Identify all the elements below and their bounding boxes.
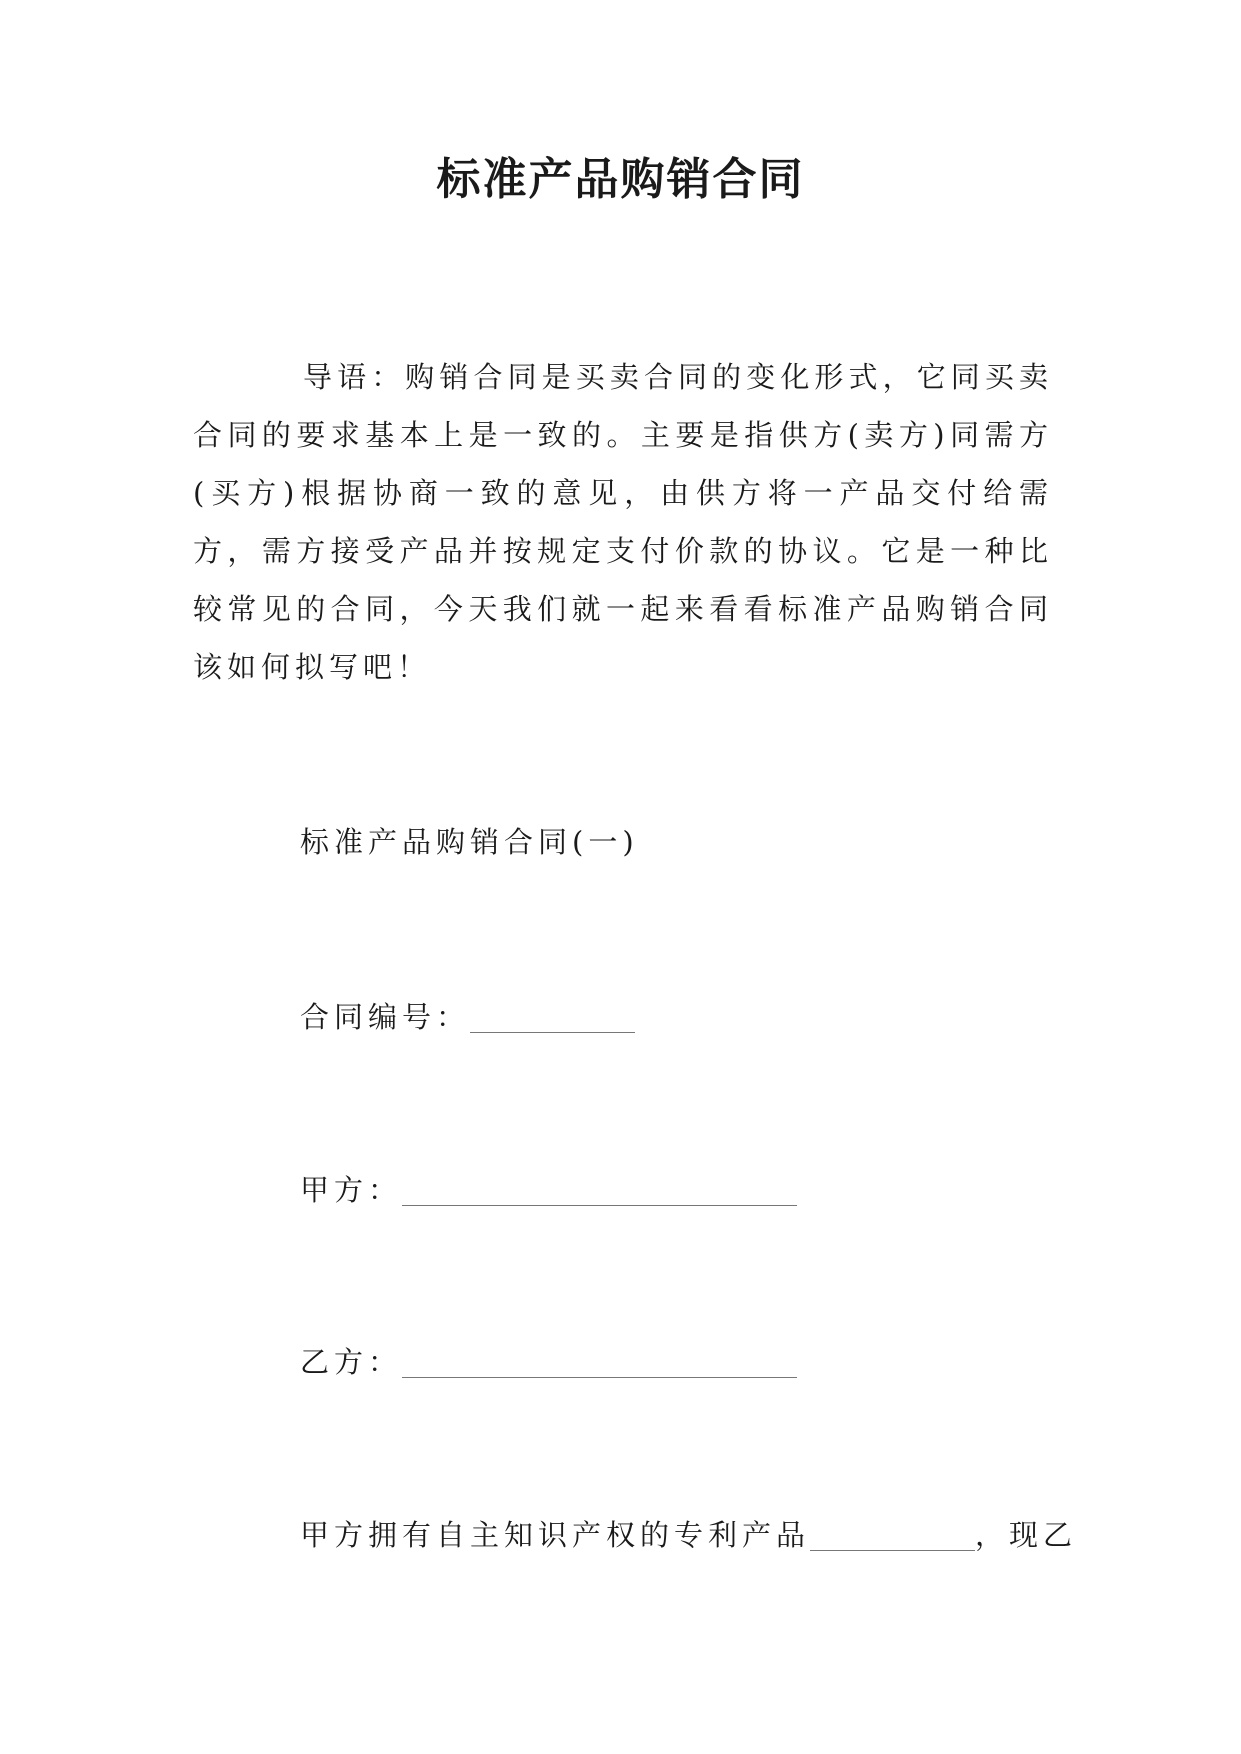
- section-heading: 标准产品购销合同(一): [300, 825, 639, 859]
- contract-number-label: 合同编号：: [300, 1000, 471, 1034]
- party-a-label: 甲方：: [300, 1173, 403, 1207]
- product-name-blank[interactable]: [810, 1520, 975, 1551]
- body-line: [300, 1513, 1077, 1557]
- body-line-start: 甲方拥有自主知识产权的专利产品: [300, 1518, 811, 1552]
- party-a-line: [300, 1168, 797, 1212]
- body-line-end: ，现乙: [975, 1518, 1078, 1552]
- contract-number-line: [300, 995, 635, 1039]
- intro-paragraph: 导语：购销合同是买卖合同的变化形式，它同买卖合同的要求基本上是一致的。主要是指供方(卖方)同需方(买方)根据协商一致的意见，由供方将一产品交付给需方，需方接受产品并按规定支付价款的协议。它是一种比较常见的合同，今天我们就一起来看看标准产品购销合同该如何拟写吧！: [193, 360, 1053, 684]
- party-b-blank[interactable]: [402, 1347, 797, 1378]
- contract-number-blank[interactable]: [470, 1002, 635, 1033]
- party-b-line: [300, 1340, 797, 1384]
- party-a-blank[interactable]: [402, 1175, 797, 1206]
- document-title: 标准产品购销合同: [436, 154, 805, 205]
- party-b-label: 乙方：: [300, 1345, 403, 1379]
